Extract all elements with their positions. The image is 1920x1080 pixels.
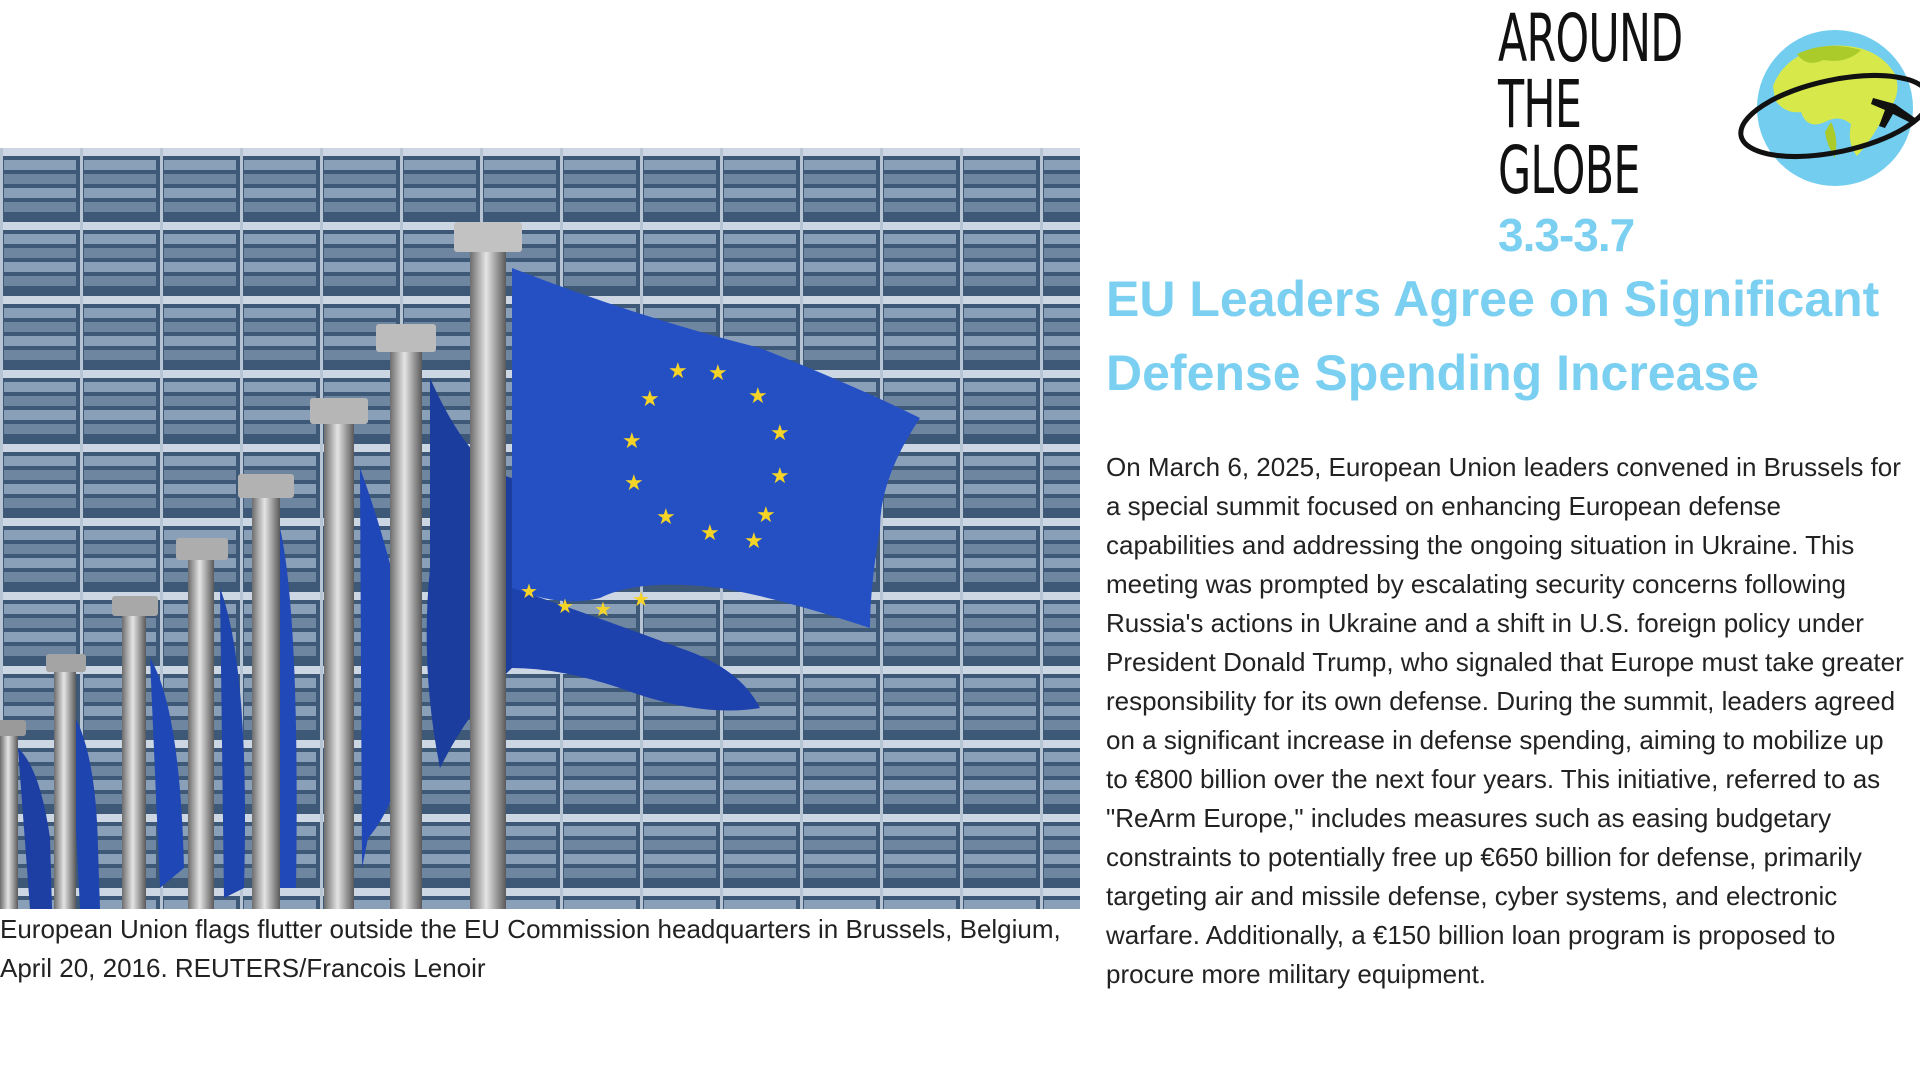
svg-text:★: ★ <box>556 594 574 618</box>
masthead-line-around: AROUND <box>1498 0 1683 77</box>
svg-text:★: ★ <box>748 384 768 409</box>
photo-caption: European Union flags flutter outside the EU Commission headquarters in Brussels, Belgium, April 20, 2016. REUTERS/Francois Lenoir <box>0 914 1061 983</box>
svg-text:★: ★ <box>594 597 612 621</box>
masthead-line-the: THE <box>1498 66 1582 143</box>
svg-text:★: ★ <box>744 529 764 554</box>
svg-text:★: ★ <box>668 359 688 384</box>
svg-text:★: ★ <box>640 387 660 412</box>
masthead <box>1498 0 1698 262</box>
svg-text:★: ★ <box>520 579 538 603</box>
globe-airplane-icon <box>1735 26 1920 196</box>
svg-text:★: ★ <box>632 587 650 611</box>
masthead-line-globe: GLOBE <box>1498 132 1640 209</box>
svg-text:★: ★ <box>770 421 790 446</box>
svg-text:★: ★ <box>624 471 644 496</box>
svg-text:★: ★ <box>622 429 642 454</box>
svg-text:★: ★ <box>756 503 776 528</box>
issue-dates: 3.3-3.7 <box>1498 209 1635 261</box>
svg-text:★: ★ <box>700 521 720 546</box>
svg-text:★: ★ <box>770 464 790 489</box>
article-body: On March 6, 2025, European Union leaders convened in Brussels for a special summit focused on enhancing European defense capabilities and addressing the ongoing situation in Ukraine. This meeting was prompted by escalating security concerns following Russia's actions in Ukraine and a shift in U.S. foreign policy under President Donald Trump, who signaled that Europe must take greater responsibility for its own defense. During the summit, leaders agreed on a significant increase in defense spending, aiming to mobilize up to €800 billion over the next four years. This initiative, referred to as "ReArm Europe," includes measures such as easing budgetary constraints to potentially free up €650 billion for defense, primarily targeting air and missile defense, cyber systems, and electronic warfare. Additionally, a €150 billion loan program is proposed to procure more military equipment. <box>1106 452 1904 989</box>
eu-flags-photo <box>0 148 1080 909</box>
article-headline: EU Leaders Agree on Significant Defense Spending Increase <box>1106 271 1880 401</box>
svg-text:★: ★ <box>656 505 676 530</box>
svg-text:★: ★ <box>708 361 728 386</box>
